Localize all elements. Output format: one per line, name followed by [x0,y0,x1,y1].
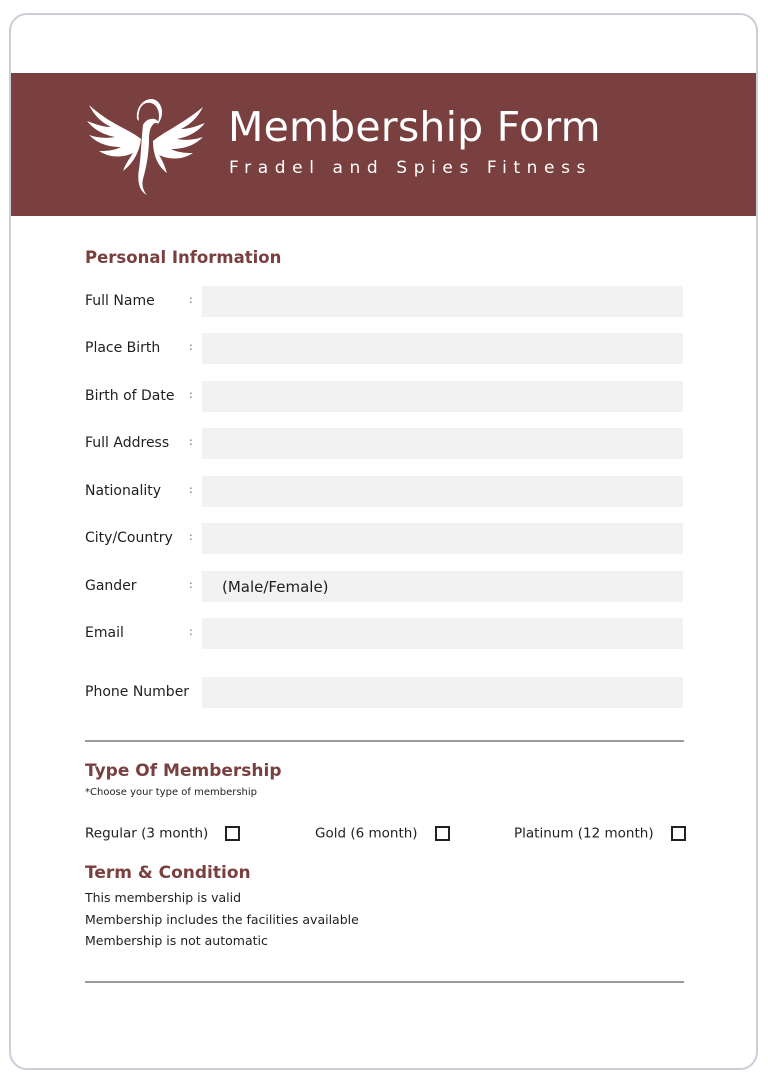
city-country-label: City/Country [85,530,173,546]
field-row-place-birth [85,333,683,364]
nationality-input[interactable] [202,476,683,507]
regular-checkbox[interactable] [225,826,240,841]
option-platinum[interactable] [514,823,686,843]
colon-separator: : [189,483,193,496]
membership-form-card [9,13,758,1070]
colon-separator: : [189,578,193,591]
form-header [11,73,756,216]
field-row-email [85,618,683,649]
email-input[interactable] [202,618,683,649]
place-birth-input[interactable] [202,333,683,364]
option-gold-label: Gold (6 month) [315,825,418,842]
field-row-city-country [85,523,683,554]
birth-date-label: Birth of Date [85,388,175,404]
email-label: Email [85,625,124,641]
colon-separator: : [189,293,193,306]
field-row-phone-number [85,677,683,708]
option-regular[interactable] [85,823,240,843]
option-gold[interactable] [315,823,450,843]
term-item: Membership includes the facilities available [85,911,359,927]
phone-number-label: Phone Number [85,684,190,700]
field-row-gender [85,571,683,602]
membership-note: *Choose your type of membership [85,787,258,798]
form-title: Membership Form [228,103,601,151]
gender-label: Gander [85,578,137,594]
full-address-label: Full Address [85,435,170,451]
option-platinum-label: Platinum (12 month) [514,825,654,842]
term-item: Membership is not automatic [85,933,268,948]
phone-number-input[interactable] [202,677,683,708]
nationality-label: Nationality [85,483,162,499]
terms-heading: Term & Condition [85,863,251,883]
option-regular-label: Regular (3 month) [85,825,209,842]
colon-separator: : [189,530,193,543]
birth-date-input[interactable] [202,381,683,412]
full-name-input[interactable] [202,286,683,317]
city-country-input[interactable] [202,523,683,554]
gender-input[interactable] [202,571,683,602]
colon-separator: : [189,625,193,638]
term-item: This membership is valid [85,890,242,905]
terms-list [85,887,359,952]
field-row-nationality [85,476,683,507]
colon-separator: : [189,435,193,448]
colon-separator: : [189,340,193,353]
full-name-label: Full Name [85,293,155,309]
bottom-divider [85,981,684,983]
place-birth-label: Place Birth [85,340,161,356]
field-row-birth-date [85,381,683,412]
colon-separator: : [189,388,193,401]
personal-information-heading: Personal Information [85,248,282,267]
form-subtitle: Fradel and Spies Fitness [229,158,593,178]
field-row-full-name [85,286,683,317]
membership-type-heading: Type Of Membership [85,761,282,781]
full-address-input[interactable] [202,428,683,459]
field-row-full-address [85,428,683,459]
section-divider [85,740,684,742]
platinum-checkbox[interactable] [671,826,686,841]
phoenix-logo-icon [85,95,205,195]
gold-checkbox[interactable] [435,826,450,841]
